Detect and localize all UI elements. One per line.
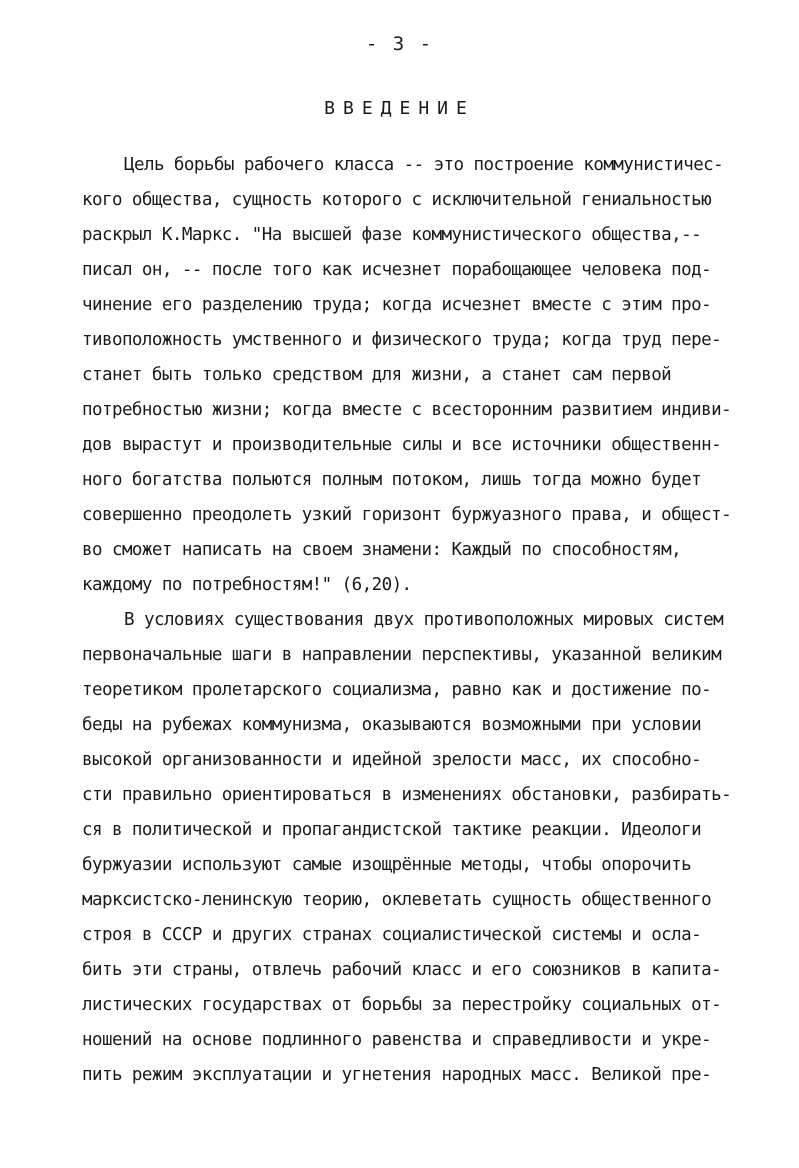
text-line: беды на рубежах коммунизма, оказываются возможными при условии (82, 715, 702, 735)
text-line: каждому по потребностям!" (6,20). (82, 575, 412, 595)
text-line: кого общества, сущность которого с исключительной гениальностью (82, 190, 712, 210)
text-line: первоначальные шаги в направлении перспективы, указанной великим (82, 645, 722, 665)
text-line: потребностью жизни; когда вместе с всесторонним развитием индиви- (82, 400, 732, 420)
text-line: марксистско-ленинскую теорию, оклеветать сущность общественного (82, 890, 712, 910)
text-line: во сможет написать на своем знамени: Каждый по способностям, (82, 540, 682, 560)
text-line: тивоположность умственного и физического труда; когда труд пере- (82, 330, 722, 350)
text-line: теоретиком пролетарского социализма, равно как и достижение по- (82, 680, 712, 700)
text-line: ношений на основе подлинного равенства и справедливости и укре- (82, 1030, 712, 1050)
text-line: ся в политической и пропагандистской тактике реакции. Идеологи (82, 820, 702, 840)
text-line: чинение его разделению труда; когда исчезнет вместе с этим про- (82, 295, 712, 315)
text-line: бить эти страны, отвлечь рабочий класс и его союзников в капита- (82, 960, 722, 980)
text-line: Цель борьбы рабочего класса -- это построение коммунистичес- (124, 155, 724, 175)
text-line: строя в СССР и других странах социалистической системы и осла- (82, 925, 702, 945)
text-line: пить режим эксплуатации и угнетения народных масс. Великой пре- (82, 1065, 712, 1085)
text-line: листических государствах от борьбы за перестройку социальных от- (82, 995, 722, 1015)
text-line: буржуазии используют самые изощрённые методы, чтобы опорочить (82, 855, 692, 875)
section-heading: ВВЕДЕНИЕ (324, 98, 475, 119)
text-line: раскрыл К.Маркс. "На высшей фазе коммунистического общества,-- (82, 225, 702, 245)
text-line: сти правильно ориентироваться в изменениях обстановки, разбирать- (82, 785, 732, 805)
text-line: ного богатства польются полным потоком, лишь тогда можно будет (82, 470, 702, 490)
page-number: - 3 - (365, 33, 434, 55)
text-line: В условиях существования двух противоположных мировых систем (124, 610, 724, 630)
text-line: высокой организованности и идейной зрелости масс, их способно- (82, 750, 702, 770)
text-line: совершенно преодолеть узкий горизонт буржуазного права, и общест- (82, 505, 732, 525)
text-line: писал он, -- после того как исчезнет порабощающее человека под- (82, 260, 712, 280)
text-line: станет быть только средством для жизни, а станет сам первой (82, 365, 672, 385)
text-line: дов вырастут и производительные силы и все источники общественн- (82, 435, 722, 455)
